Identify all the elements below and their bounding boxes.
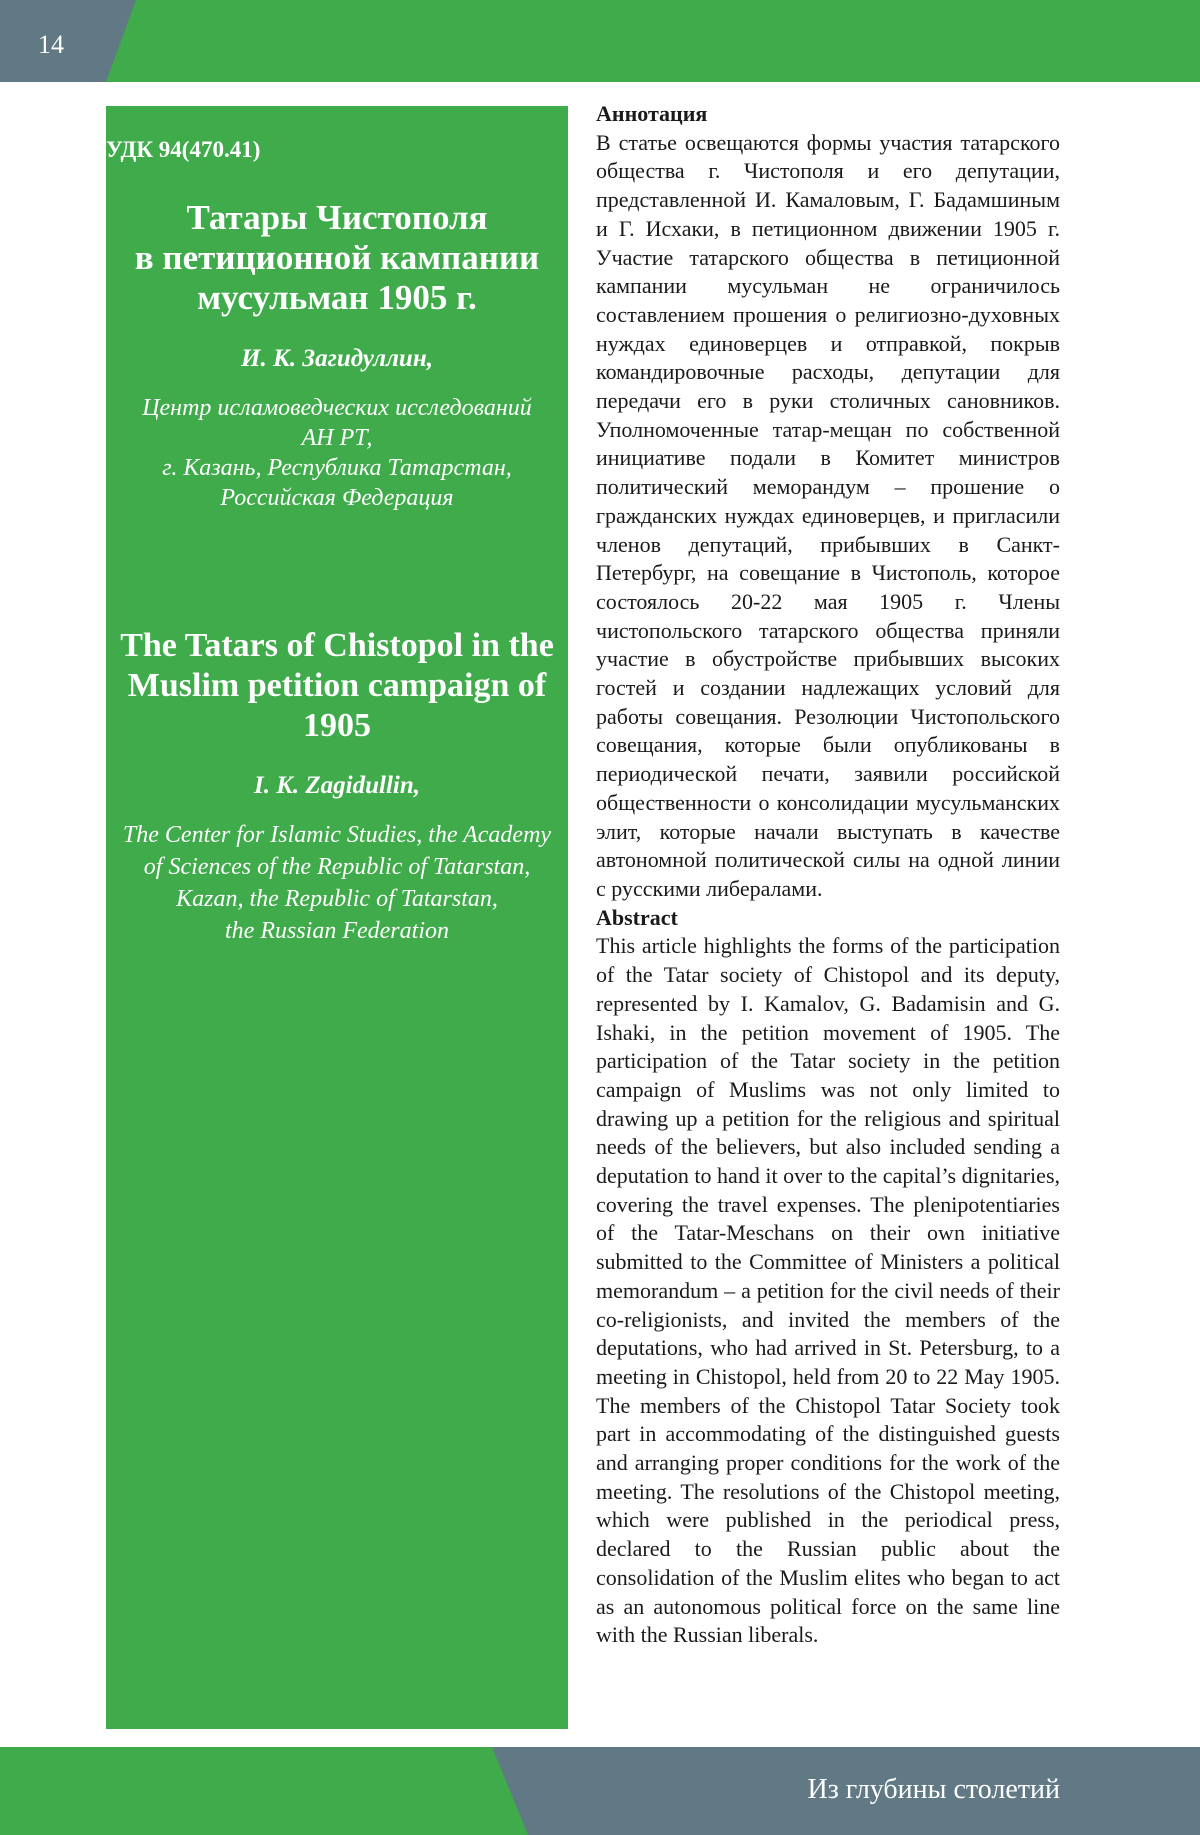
english-title-line: 1905 <box>303 707 371 744</box>
russian-abstract-heading: Аннотация <box>596 101 708 126</box>
english-abstract-heading: Abstract <box>596 904 678 930</box>
english-title <box>106 626 568 746</box>
russian-abstract-text: В статье освещаются формы участия татарского общества г. Чистополя и его депутации, представленной И. Камаловым, Г. Бадамшиным и Г. Исхаки, в петиционном движении 1905 г. Участие татарского общества в петиционной кампании мусульман не ограничилось составлением прошения о религиозно-духовных нуждах единоверцев и отправкой, покрыв командировочные расходы, депутации для передачи его в руки столичных сановников. Уполномоченные татар-мещан по собственной инициативе подали в Комитет министров политический меморандум – прошение о гражданских нуждах единоверцев, и пригласили членов депутаций, прибывших в Санкт-Петербург, на совещание в Чистополь, которое состоялось 20-22 мая 1905 г. Члены чистопольского татарского общества приняли участие в обустройстве прибывших высоких гостей и создании надлежащих условий для работы совещания. Резолюции Чистопольского совещания, которые были опубликованы в периодической печати, заявили российской общественности о консолидации мусульманских элит, которые начали выступать в качестве автономной политической силы на одной линии с русскими либералами. <box>596 129 1060 901</box>
english-affiliation-line: Kazan, the Republic of Tatarstan, <box>176 886 498 912</box>
russian-affiliation-line: г. Казань, Республика Татарстан, <box>162 455 512 481</box>
journal-name: Из глубины столетий <box>807 1774 1060 1805</box>
english-affiliation-line: of Sciences of the Republic of Tatarstan, <box>143 854 531 880</box>
english-abstract-text: This article highlights the forms of the participation of the Tatar society of Chistopol and its deputy, represented by I. Kamalov, G. Badamisin and G. Ishaki, in the petition movement of 1905. The participation of the Tatar society in the petition campaign of Muslims was not only limited to drawing up a petition for the religious and spiritual needs of the believers, but also included sending a deputation to hand it over to the capital’s dignitaries, covering the travel expenses. The plenipotentiaries of the Tatar-Meschans on their own initiative submitted to the Committee of Ministers a political memorandum – a petition for the civil needs of their co-religionists, and invited the members of the deputations, who had arrived in St. Petersburg, to a meeting in Chistopol, held from 20 to 22 May 1905. The members of the Chistopol Tatar Society took part in accommodating of the distinguished guests and arranging proper conditions for the work of the meeting. The resolutions of the Chistopol meeting, which were published in the periodical press, declared to the Russian public about the consolidation of the Muslim elites who began to act as an autonomous political force on the same line with the Russian liberals. <box>596 933 1060 1648</box>
page-header <box>0 0 1200 82</box>
abstract-column <box>596 100 1060 1650</box>
english-affiliation <box>106 819 568 947</box>
russian-author: И. К. Загидуллин, <box>241 345 433 372</box>
english-title-line: Muslim petition campaign of <box>127 667 547 704</box>
english-author: I. K. Zagidullin, <box>253 772 420 799</box>
udc-code: УДК 94(470.41) <box>106 137 261 162</box>
russian-title-line: мусульман 1905 г. <box>197 278 477 317</box>
russian-affiliation-line: Российская Федерация <box>220 485 454 511</box>
russian-title-line: Татары Чистополя <box>186 198 488 237</box>
english-affiliation-line: The Center for Islamic Studies, the Academy <box>122 822 552 848</box>
russian-affiliation <box>106 393 568 513</box>
title-panel <box>106 106 568 1729</box>
english-title-line: The Tatars of Chistopol in the <box>120 627 554 664</box>
page-number: 14 <box>38 30 64 59</box>
english-affiliation-line: the Russian Federation <box>225 918 449 944</box>
russian-affiliation-line: АН РТ, <box>301 425 373 451</box>
russian-affiliation-line: Центр исламоведческих исследований <box>142 395 532 421</box>
russian-title <box>106 198 568 318</box>
russian-title-line: в петиционной кампании <box>134 238 540 277</box>
page-footer <box>0 1747 1200 1835</box>
header-tab <box>0 0 136 82</box>
